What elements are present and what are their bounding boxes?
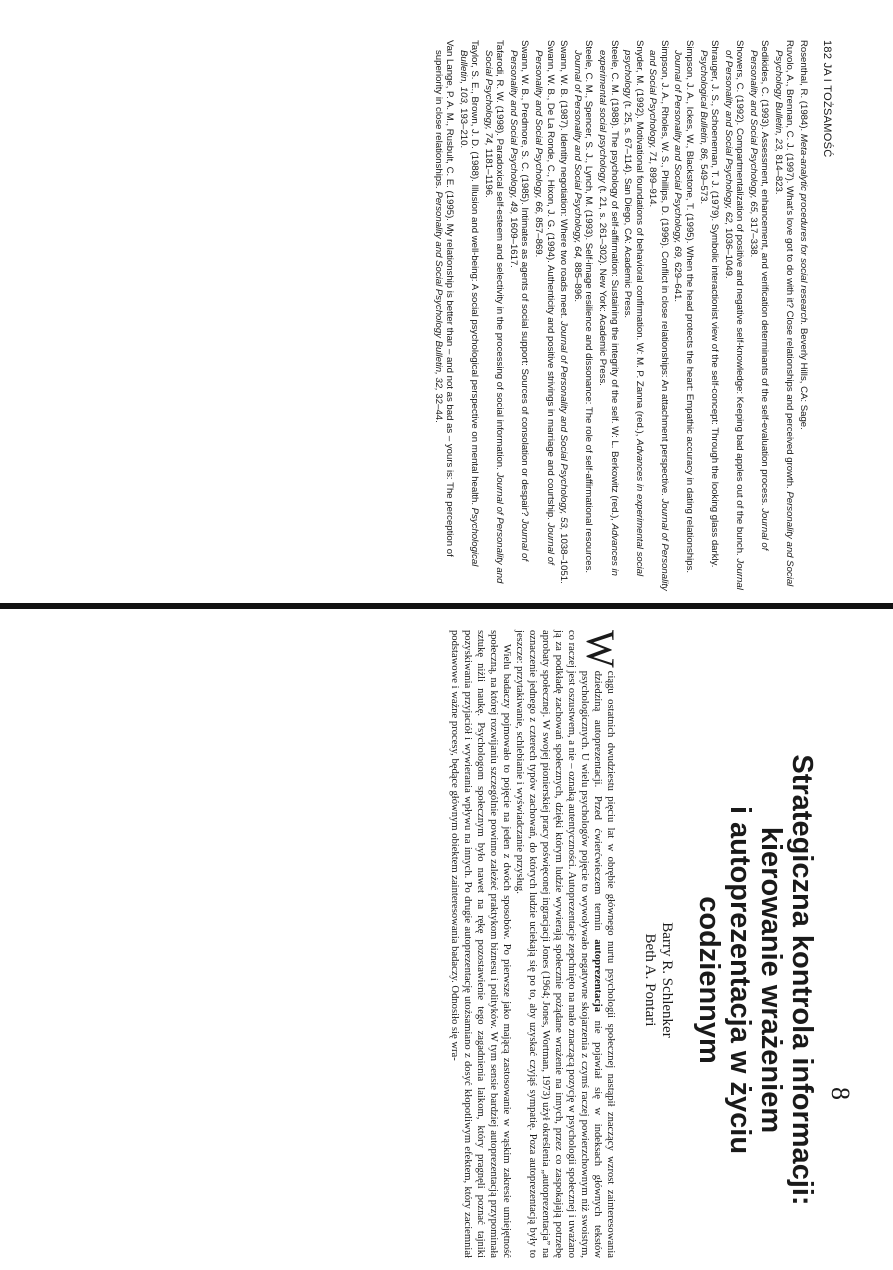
reference-entry — [672, 40, 695, 600]
reference-text: Tafarodi, R. W. (1998). Paradoxical self-esteem and selectivity in the processing of social information. — [494, 40, 506, 473]
reference-entry — [747, 40, 770, 600]
reference-text: Steele, C. M. (1988). The psychology of self-affirmation: Sustaining the integrity of the self. W: L. Berkowitz (red.), — [608, 40, 620, 524]
reference-entry — [508, 40, 531, 600]
reference-source: Journal of Personality and Social Psychology, 64, — [572, 50, 584, 260]
reference-list — [432, 40, 809, 600]
reference-source: Journal of Personality and Social Psychology, 74, — [482, 50, 506, 584]
paragraph — [513, 630, 623, 1258]
reference-text: 814–823. — [772, 151, 784, 195]
page-divider — [0, 603, 893, 609]
reference-text: Steele, C. M., Spencer, S. J., Lynch, M. (1993). Self-image resilience and dissonance: The role of self-affirmational resources. — [583, 40, 595, 574]
reference-text: Ruvolo, A., Brennan, C. J. (1997). What's love got to do with it? Close relationships and perceived growth. — [784, 40, 796, 492]
reference-source: Personality and Social Psychology Bulletin, 32, — [432, 191, 444, 391]
running-header: 182 JA I TOŻSAMOŚĆ — [821, 40, 833, 158]
reference-text: Rosenthal, R. (1984). — [798, 40, 809, 134]
reference-text: Taylor, S. E., Brown, J. D. (1988). Illusion and well-being: A social psychological perspective on mental health. — [469, 40, 481, 508]
reference-text: Van Lange, P. A. M., Rusbult, C. E. (1995). My relationship is better than – and not as bad as – yours is: The perception of superiority in close relationships. — [432, 40, 456, 557]
reference-text: Swann, W. B., De La Ronde, C., Hixon, J. G. (1994). Authenticity and positive strivings in marriage and courtship. — [544, 40, 556, 523]
reference-text: Showers, C. (1992). Compartmentalization of positive and negative self-knowledge: Keeping bad apples out of the bunch. — [734, 40, 746, 559]
chapter-title-line: Strategiczna kontrola informacji: — [786, 754, 818, 1206]
reference-source: Journal of Personality and Social Psychology, 65, — [747, 50, 771, 551]
reference-entry — [533, 40, 556, 600]
reference-text: 629–641. — [672, 259, 684, 303]
emphasized-term: autoprezentacja — [592, 939, 603, 1012]
chapter-title-line: codziennym — [693, 896, 725, 1064]
reference-entry — [697, 40, 720, 600]
reference-entry — [647, 40, 670, 600]
reference-text: (t. 25, s. 67–114). San Diego, CA: Academic Press. — [622, 98, 634, 319]
reference-source: Journal of Personality and Social Psychology, 69, — [672, 50, 684, 260]
reference-source: Psychological Bulletin, 103, — [457, 50, 481, 567]
reference-text: 193–210. — [457, 105, 469, 149]
reference-entry — [432, 40, 455, 600]
paragraph-text: nie pojawiał się w indeksach głównych tekstów psychologicznych. U wielu psychologów pojęcie to wywoływało negatywne skojarzenia z czymś raczej powierzchownym niż swoistym, co raczej jest oszustwem, a nie – oznaką autentyczności. Autoprezentacje zepchnięto na mało znaczącą pozycję w psychologii społecznej i uważano ją za podkładę zachowań społecznych, dzięki którym ludzie wywierają społecznie pożądane wrażenie na innych, przez co zaspokajają potrzebę aprobaty społecznej. W swojej pionierskiej pracy poświęconej ingracjacji Jones (1964; Jones, Wortman, 1973) użył określenia „autoprezentacja” na oznaczenie jednego z czterech typów zachowań, do których ludzie uciekają się po to, aby uzyskać czyjąś sympatię. Poza autoprezentacją były to jeszcze: przytakiwanie, schlebianie i wyświadczanie przysług. — [514, 630, 603, 1258]
reference-entry — [722, 40, 745, 600]
reference-text: Simpson, J. A., Rholes, W. S., Phillips, D. (1996). Conflict in close relationships: An attachment perspective. — [658, 40, 670, 499]
reference-entry — [457, 40, 480, 600]
reference-source: Meta-analytic procedures for social research. — [798, 133, 809, 326]
reference-text: Snyder, M. (1992). Motivational foundations of behavioral confirmation. W: M. P. Zanna (red.), — [633, 40, 645, 440]
reference-source: Journal of Personality and Social Psychology, 49, — [508, 50, 531, 561]
paragraph-text: ciągu ostatnich dwudziestu pięciu lat w obrębie głównego nurtu psychologii społecznej nastąpił znaczący wzrost zainteresowania dziedziną autoprezentacji. Przed ćwierćwieczem termin — [592, 670, 616, 1258]
reference-source: Advances in experimental social psychology — [622, 50, 645, 577]
reference-entry — [622, 40, 645, 600]
chapter-page — [38, 630, 855, 1270]
reference-source: Psychological Bulletin, 86, — [697, 50, 709, 162]
reference-entry — [558, 40, 569, 600]
author-name: Barry R. Schlenker — [659, 922, 675, 1038]
reference-source: Journal of Personality and Social Psychology, 62, — [722, 50, 746, 590]
reference-source: Journal of Personality and Social Psychology, 71, — [647, 50, 670, 591]
reference-text: Shrauger, J. S., Schoeneman, T. J. (1979). Symbolic interactionist view of the self-concept: Through the looking glass darkly. — [708, 40, 720, 568]
reference-source: Advances in experimental social psychology — [597, 50, 620, 576]
chapter-title-line: i autoprezentacja w życiu — [724, 805, 756, 1155]
reference-entry — [772, 40, 795, 600]
reference-source: Journal of Personality and Social Psychology, 66, — [533, 50, 556, 565]
reference-text: 549–573. — [697, 161, 709, 205]
reference-text: 1036–1049. — [722, 225, 734, 279]
authors — [641, 630, 675, 1270]
reference-text: 885–896. — [572, 259, 584, 303]
drop-cap: W — [578, 630, 623, 668]
chapter-number: 8 — [826, 1087, 855, 1100]
reference-text: Beverly Hills, CA: Sage. — [798, 325, 809, 430]
reference-source: Journal of Personality and Social Psychology, 53, — [558, 321, 570, 531]
reference-entry — [572, 40, 595, 600]
references-page — [0, 40, 833, 600]
reference-text: 317–338. — [747, 214, 759, 258]
reference-entry — [597, 40, 620, 600]
reference-text: (t. 21, s. 261–302). New York: Academic Press. — [597, 182, 609, 386]
reference-text: 1038–1051. — [558, 530, 570, 584]
reference-text: Sedikides, C. (1993). Assessment, enhancement, and verification determinants of the self-evaluation process. — [759, 40, 771, 509]
reference-entry — [798, 40, 809, 600]
chapter-title-line: kierowanie wrażeniem — [755, 826, 787, 1134]
body-text — [448, 630, 623, 1270]
reference-text: Swann, W. B. (1987). Identity negotiation: Where two roads meet. — [558, 40, 570, 322]
paragraph: Wielu badaczy pojmowało to pojęcie na jeden z dwóch sposobów. Po pierwsze jako mającą zastosowanie w wąskim zakresie umiejętność społeczną, na której rozwijaniu szczególnie powinno zależeć praktykom biznesu i polityków. W tym sensie bardziej autoprezentacją przypominała sztukę niżli naukę. Psychologom społecznym było nawet na rękę pozostawienie tego zagadnienia laikom, który pragnęli poznać tajniki pozyskiwania przyjaciół i wywierania wpływu na innych. Po drugie autoprezentację utożsamiano z dosyć kłopotliwym efektem, który zaciemniał podstawowe i ważne procesy, będące głównym obiektem zainteresowania badaczy. Odnosiło się wra- — [449, 630, 512, 1258]
reference-source: Personality and Social Psychology Bulletin, 23, — [772, 50, 796, 587]
author-name: Beth A. Pontari — [642, 933, 658, 1027]
reference-text: Simpson, J. A., Ickes, W., Blackstone, T. (1995). When the head protects the heart: Empathic accuracy in dating relationships. — [683, 40, 695, 574]
reference-text: 899–914. — [647, 164, 659, 208]
reference-text: 32–44. — [432, 390, 444, 423]
reference-text: 1181–1196. — [482, 145, 494, 198]
reference-entry — [483, 40, 506, 600]
reference-text: 857–869. — [533, 214, 545, 258]
chapter-title — [693, 630, 817, 1270]
reference-text: Swann, W. B., Predmore, S. C. (1985). Intimates as agents of social support: Sources of consolation or despair? — [519, 40, 531, 519]
reference-text: 1609–1617. — [508, 214, 520, 268]
